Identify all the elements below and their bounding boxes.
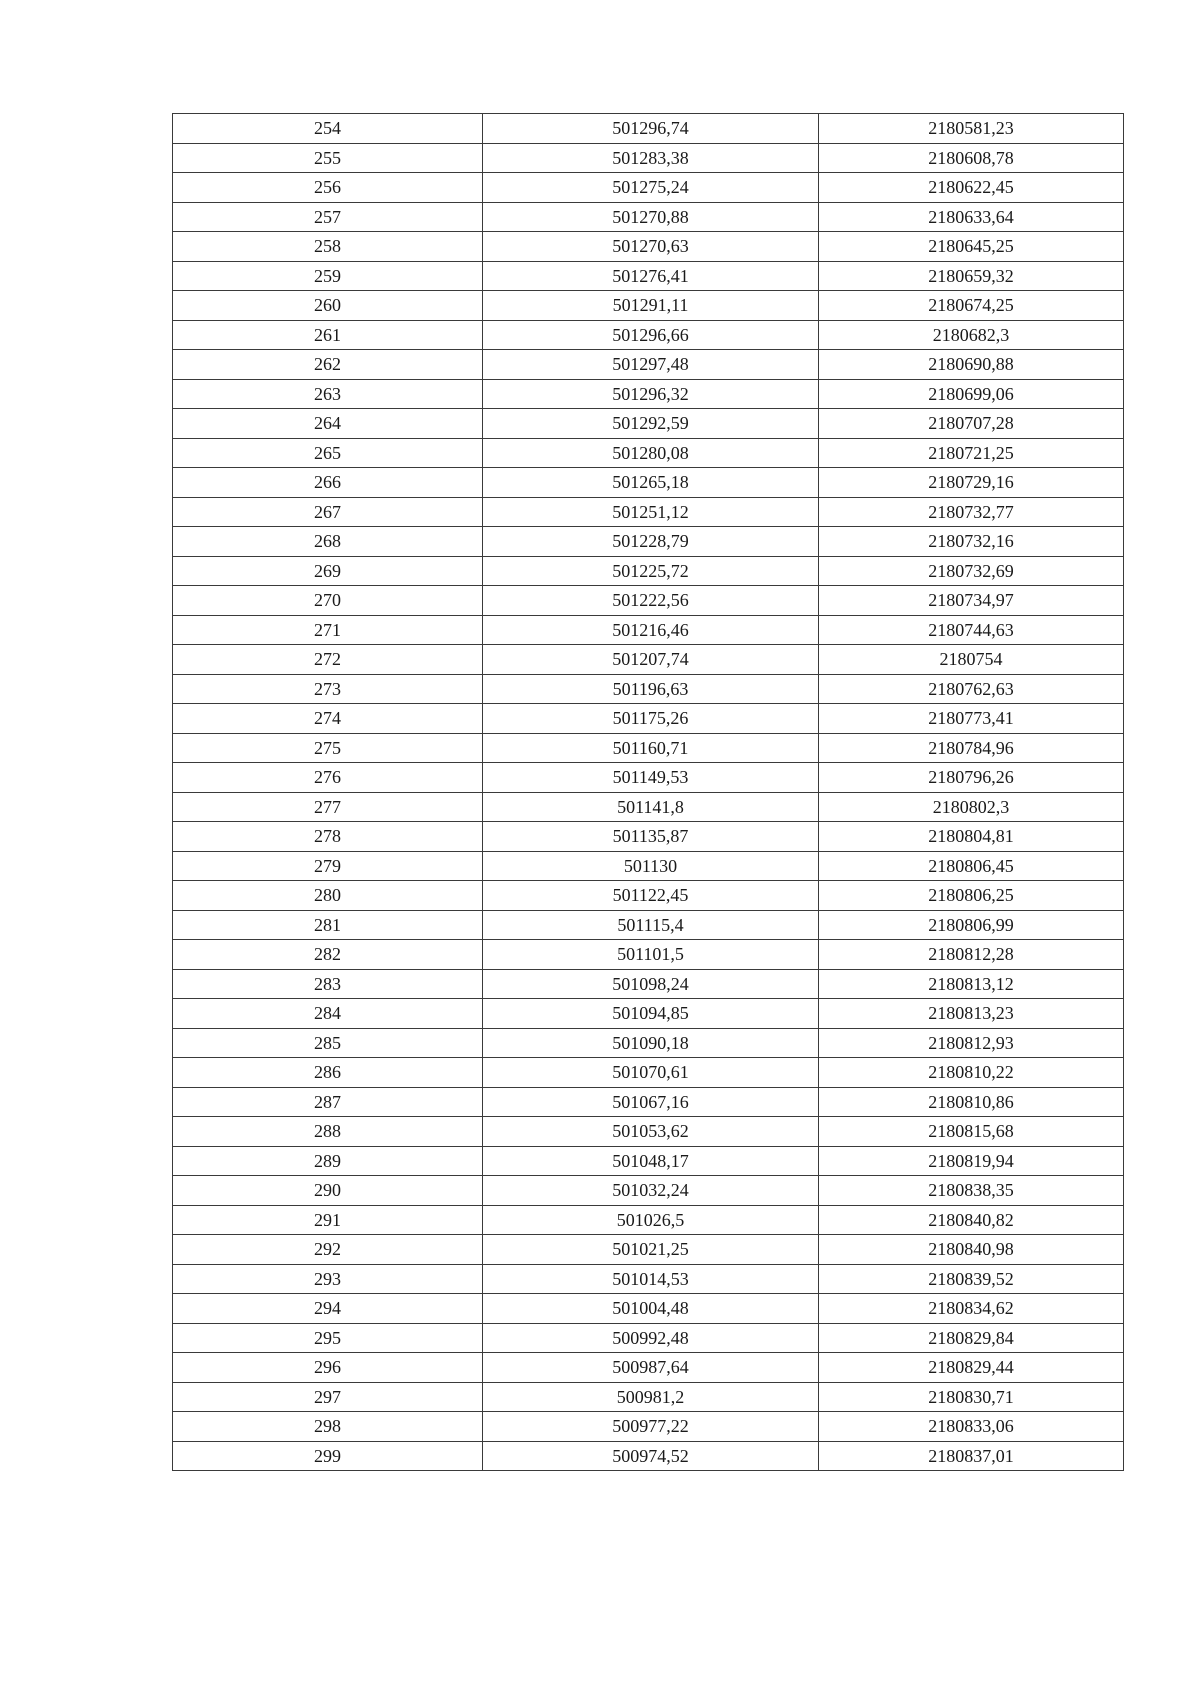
y-coordinate-cell: 2180721,25 bbox=[819, 438, 1124, 468]
y-coordinate-cell: 2180608,78 bbox=[819, 143, 1124, 173]
point-number-cell: 256 bbox=[173, 173, 483, 203]
y-coordinate-cell: 2180784,96 bbox=[819, 733, 1124, 763]
y-coordinate-cell: 2180840,98 bbox=[819, 1235, 1124, 1265]
y-coordinate-cell: 2180729,16 bbox=[819, 468, 1124, 498]
y-coordinate-cell: 2180839,52 bbox=[819, 1264, 1124, 1294]
table-row bbox=[173, 1294, 1124, 1324]
y-coordinate-cell: 2180773,41 bbox=[819, 704, 1124, 734]
y-coordinate-cell: 2180829,84 bbox=[819, 1323, 1124, 1353]
point-number-cell: 279 bbox=[173, 851, 483, 881]
x-coordinate-cell: 501292,59 bbox=[483, 409, 819, 439]
y-coordinate-cell: 2180734,97 bbox=[819, 586, 1124, 616]
point-number-cell: 283 bbox=[173, 969, 483, 999]
table-row bbox=[173, 822, 1124, 852]
point-number-cell: 258 bbox=[173, 232, 483, 262]
table-row bbox=[173, 1087, 1124, 1117]
x-coordinate-cell: 501141,8 bbox=[483, 792, 819, 822]
point-number-cell: 297 bbox=[173, 1382, 483, 1412]
table-row bbox=[173, 1264, 1124, 1294]
coordinates-table bbox=[172, 113, 1124, 1471]
table-row bbox=[173, 1028, 1124, 1058]
y-coordinate-cell: 2180674,25 bbox=[819, 291, 1124, 321]
x-coordinate-cell: 501216,46 bbox=[483, 615, 819, 645]
point-number-cell: 289 bbox=[173, 1146, 483, 1176]
x-coordinate-cell: 501222,56 bbox=[483, 586, 819, 616]
table-row bbox=[173, 1412, 1124, 1442]
point-number-cell: 291 bbox=[173, 1205, 483, 1235]
x-coordinate-cell: 501265,18 bbox=[483, 468, 819, 498]
point-number-cell: 286 bbox=[173, 1058, 483, 1088]
y-coordinate-cell: 2180690,88 bbox=[819, 350, 1124, 380]
table-row bbox=[173, 291, 1124, 321]
table-row bbox=[173, 556, 1124, 586]
x-coordinate-cell: 500977,22 bbox=[483, 1412, 819, 1442]
table-row bbox=[173, 763, 1124, 793]
x-coordinate-cell: 501098,24 bbox=[483, 969, 819, 999]
x-coordinate-cell: 500981,2 bbox=[483, 1382, 819, 1412]
point-number-cell: 273 bbox=[173, 674, 483, 704]
point-number-cell: 268 bbox=[173, 527, 483, 557]
table-row bbox=[173, 527, 1124, 557]
table-row bbox=[173, 1117, 1124, 1147]
x-coordinate-cell: 501115,4 bbox=[483, 910, 819, 940]
table-row bbox=[173, 143, 1124, 173]
x-coordinate-cell: 501026,5 bbox=[483, 1205, 819, 1235]
table-row bbox=[173, 733, 1124, 763]
point-number-cell: 257 bbox=[173, 202, 483, 232]
point-number-cell: 287 bbox=[173, 1087, 483, 1117]
x-coordinate-cell: 501014,53 bbox=[483, 1264, 819, 1294]
table-row bbox=[173, 1058, 1124, 1088]
y-coordinate-cell: 2180812,28 bbox=[819, 940, 1124, 970]
table-row bbox=[173, 261, 1124, 291]
x-coordinate-cell: 501090,18 bbox=[483, 1028, 819, 1058]
y-coordinate-cell: 2180762,63 bbox=[819, 674, 1124, 704]
point-number-cell: 280 bbox=[173, 881, 483, 911]
x-coordinate-cell: 501122,45 bbox=[483, 881, 819, 911]
point-number-cell: 270 bbox=[173, 586, 483, 616]
y-coordinate-cell: 2180732,69 bbox=[819, 556, 1124, 586]
y-coordinate-cell: 2180754 bbox=[819, 645, 1124, 675]
x-coordinate-cell: 501207,74 bbox=[483, 645, 819, 675]
table-row bbox=[173, 1146, 1124, 1176]
y-coordinate-cell: 2180659,32 bbox=[819, 261, 1124, 291]
y-coordinate-cell: 2180837,01 bbox=[819, 1441, 1124, 1471]
point-number-cell: 293 bbox=[173, 1264, 483, 1294]
x-coordinate-cell: 501270,63 bbox=[483, 232, 819, 262]
y-coordinate-cell: 2180796,26 bbox=[819, 763, 1124, 793]
x-coordinate-cell: 501251,12 bbox=[483, 497, 819, 527]
x-coordinate-cell: 501004,48 bbox=[483, 1294, 819, 1324]
point-number-cell: 272 bbox=[173, 645, 483, 675]
y-coordinate-cell: 2180838,35 bbox=[819, 1176, 1124, 1206]
y-coordinate-cell: 2180810,22 bbox=[819, 1058, 1124, 1088]
point-number-cell: 254 bbox=[173, 114, 483, 144]
table-row bbox=[173, 1176, 1124, 1206]
x-coordinate-cell: 501291,11 bbox=[483, 291, 819, 321]
table-row bbox=[173, 940, 1124, 970]
x-coordinate-cell: 501135,87 bbox=[483, 822, 819, 852]
y-coordinate-cell: 2180622,45 bbox=[819, 173, 1124, 203]
x-coordinate-cell: 501149,53 bbox=[483, 763, 819, 793]
table-row bbox=[173, 792, 1124, 822]
point-number-cell: 267 bbox=[173, 497, 483, 527]
x-coordinate-cell: 501276,41 bbox=[483, 261, 819, 291]
x-coordinate-cell: 501175,26 bbox=[483, 704, 819, 734]
point-number-cell: 260 bbox=[173, 291, 483, 321]
y-coordinate-cell: 2180581,23 bbox=[819, 114, 1124, 144]
x-coordinate-cell: 500974,52 bbox=[483, 1441, 819, 1471]
table-row bbox=[173, 674, 1124, 704]
point-number-cell: 271 bbox=[173, 615, 483, 645]
point-number-cell: 282 bbox=[173, 940, 483, 970]
table-row bbox=[173, 1441, 1124, 1471]
x-coordinate-cell: 501101,5 bbox=[483, 940, 819, 970]
table-row bbox=[173, 1235, 1124, 1265]
y-coordinate-cell: 2180813,23 bbox=[819, 999, 1124, 1029]
table-row bbox=[173, 379, 1124, 409]
point-number-cell: 266 bbox=[173, 468, 483, 498]
y-coordinate-cell: 2180830,71 bbox=[819, 1382, 1124, 1412]
point-number-cell: 285 bbox=[173, 1028, 483, 1058]
table-row bbox=[173, 468, 1124, 498]
point-number-cell: 261 bbox=[173, 320, 483, 350]
y-coordinate-cell: 2180815,68 bbox=[819, 1117, 1124, 1147]
table-row bbox=[173, 704, 1124, 734]
table-row bbox=[173, 350, 1124, 380]
y-coordinate-cell: 2180806,25 bbox=[819, 881, 1124, 911]
table-row bbox=[173, 999, 1124, 1029]
x-coordinate-cell: 501094,85 bbox=[483, 999, 819, 1029]
point-number-cell: 265 bbox=[173, 438, 483, 468]
x-coordinate-cell: 500987,64 bbox=[483, 1353, 819, 1383]
table-row bbox=[173, 1323, 1124, 1353]
table-row bbox=[173, 1382, 1124, 1412]
table-row bbox=[173, 615, 1124, 645]
table-row bbox=[173, 586, 1124, 616]
point-number-cell: 294 bbox=[173, 1294, 483, 1324]
x-coordinate-cell: 501296,74 bbox=[483, 114, 819, 144]
table-row bbox=[173, 114, 1124, 144]
x-coordinate-cell: 501296,32 bbox=[483, 379, 819, 409]
point-number-cell: 262 bbox=[173, 350, 483, 380]
x-coordinate-cell: 501280,08 bbox=[483, 438, 819, 468]
table-row bbox=[173, 438, 1124, 468]
point-number-cell: 259 bbox=[173, 261, 483, 291]
y-coordinate-cell: 2180806,45 bbox=[819, 851, 1124, 881]
y-coordinate-cell: 2180829,44 bbox=[819, 1353, 1124, 1383]
x-coordinate-cell: 501225,72 bbox=[483, 556, 819, 586]
table-row bbox=[173, 232, 1124, 262]
x-coordinate-cell: 501048,17 bbox=[483, 1146, 819, 1176]
x-coordinate-cell: 501130 bbox=[483, 851, 819, 881]
point-number-cell: 277 bbox=[173, 792, 483, 822]
x-coordinate-cell: 501275,24 bbox=[483, 173, 819, 203]
x-coordinate-cell: 501160,71 bbox=[483, 733, 819, 763]
y-coordinate-cell: 2180813,12 bbox=[819, 969, 1124, 999]
y-coordinate-cell: 2180834,62 bbox=[819, 1294, 1124, 1324]
table-row bbox=[173, 497, 1124, 527]
table-row bbox=[173, 320, 1124, 350]
y-coordinate-cell: 2180840,82 bbox=[819, 1205, 1124, 1235]
point-number-cell: 298 bbox=[173, 1412, 483, 1442]
point-number-cell: 269 bbox=[173, 556, 483, 586]
x-coordinate-cell: 501297,48 bbox=[483, 350, 819, 380]
y-coordinate-cell: 2180699,06 bbox=[819, 379, 1124, 409]
point-number-cell: 255 bbox=[173, 143, 483, 173]
x-coordinate-cell: 500992,48 bbox=[483, 1323, 819, 1353]
x-coordinate-cell: 501067,16 bbox=[483, 1087, 819, 1117]
point-number-cell: 296 bbox=[173, 1353, 483, 1383]
y-coordinate-cell: 2180812,93 bbox=[819, 1028, 1124, 1058]
table-row bbox=[173, 645, 1124, 675]
table-row bbox=[173, 173, 1124, 203]
point-number-cell: 276 bbox=[173, 763, 483, 793]
table-row bbox=[173, 202, 1124, 232]
x-coordinate-cell: 501196,63 bbox=[483, 674, 819, 704]
point-number-cell: 263 bbox=[173, 379, 483, 409]
y-coordinate-cell: 2180707,28 bbox=[819, 409, 1124, 439]
point-number-cell: 284 bbox=[173, 999, 483, 1029]
table-row bbox=[173, 881, 1124, 911]
point-number-cell: 281 bbox=[173, 910, 483, 940]
table-row bbox=[173, 969, 1124, 999]
y-coordinate-cell: 2180833,06 bbox=[819, 1412, 1124, 1442]
y-coordinate-cell: 2180810,86 bbox=[819, 1087, 1124, 1117]
coordinates-table-body bbox=[173, 114, 1124, 1471]
point-number-cell: 274 bbox=[173, 704, 483, 734]
y-coordinate-cell: 2180806,99 bbox=[819, 910, 1124, 940]
y-coordinate-cell: 2180744,63 bbox=[819, 615, 1124, 645]
table-row bbox=[173, 1205, 1124, 1235]
x-coordinate-cell: 501070,61 bbox=[483, 1058, 819, 1088]
y-coordinate-cell: 2180819,94 bbox=[819, 1146, 1124, 1176]
table-row bbox=[173, 851, 1124, 881]
table-row bbox=[173, 1353, 1124, 1383]
y-coordinate-cell: 2180732,77 bbox=[819, 497, 1124, 527]
point-number-cell: 290 bbox=[173, 1176, 483, 1206]
point-number-cell: 288 bbox=[173, 1117, 483, 1147]
point-number-cell: 299 bbox=[173, 1441, 483, 1471]
x-coordinate-cell: 501296,66 bbox=[483, 320, 819, 350]
point-number-cell: 264 bbox=[173, 409, 483, 439]
point-number-cell: 275 bbox=[173, 733, 483, 763]
x-coordinate-cell: 501228,79 bbox=[483, 527, 819, 557]
y-coordinate-cell: 2180804,81 bbox=[819, 822, 1124, 852]
x-coordinate-cell: 501021,25 bbox=[483, 1235, 819, 1265]
table-row bbox=[173, 910, 1124, 940]
x-coordinate-cell: 501270,88 bbox=[483, 202, 819, 232]
table-row bbox=[173, 409, 1124, 439]
point-number-cell: 292 bbox=[173, 1235, 483, 1265]
y-coordinate-cell: 2180645,25 bbox=[819, 232, 1124, 262]
y-coordinate-cell: 2180802,3 bbox=[819, 792, 1124, 822]
point-number-cell: 295 bbox=[173, 1323, 483, 1353]
x-coordinate-cell: 501053,62 bbox=[483, 1117, 819, 1147]
y-coordinate-cell: 2180682,3 bbox=[819, 320, 1124, 350]
y-coordinate-cell: 2180732,16 bbox=[819, 527, 1124, 557]
x-coordinate-cell: 501032,24 bbox=[483, 1176, 819, 1206]
point-number-cell: 278 bbox=[173, 822, 483, 852]
y-coordinate-cell: 2180633,64 bbox=[819, 202, 1124, 232]
x-coordinate-cell: 501283,38 bbox=[483, 143, 819, 173]
